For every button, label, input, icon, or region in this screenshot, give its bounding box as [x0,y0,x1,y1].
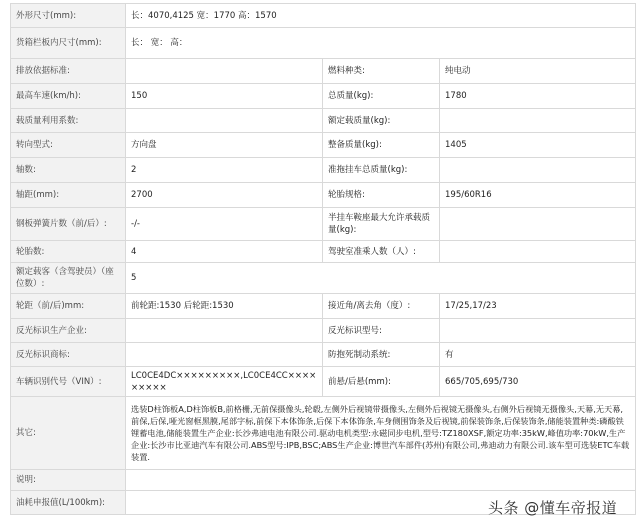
trailer-mass-label: 准拖挂车总质量(kg): [323,158,440,183]
cab-seats-label: 驾驶室准乘人数（人）: [323,241,440,263]
cargo-value: 长： 宽： 高： [126,28,636,59]
note-label: 说明: [11,470,126,491]
note-value [126,470,636,491]
emission-label: 排放依据标准: [11,59,126,84]
emission-value [126,59,323,84]
trailer-mass-value [440,158,636,183]
cab-seats-value [440,241,636,263]
wheelbase-label: 轴距(mm): [11,183,126,208]
dims-value: 长：4070,4125 宽：1770 高：1570 [126,4,636,28]
fuel-type-label: 燃料种类: [323,59,440,84]
angles-value: 17/25,17/23 [440,294,636,319]
vin-label: 车辆识别代号（VIN）: [11,367,126,397]
overhang-label: 前悬/后悬(mm): [323,367,440,397]
abs-label: 防抱死制动系统: [323,343,440,367]
reflect-maker-label: 反光标识生产企业: [11,319,126,343]
fuel-type-value: 纯电动 [440,59,636,84]
curb-mass-label: 整备质量(kg): [323,133,440,158]
reflect-maker-value [126,319,323,343]
fuel-label: 油耗申报值(L/100km): [11,491,126,515]
speed-value: 150 [126,84,323,109]
tires-value: 4 [126,241,323,263]
spec-table [10,3,636,515]
abs-value: 有 [440,343,636,367]
speed-label: 最高车速(km/h): [11,84,126,109]
load-coef-value [126,109,323,133]
vin-value: LC0CE4DC×××××××××,LC0CE4CC××××××××× [126,367,323,397]
other-label: 其它: [11,397,126,470]
track-value: 前轮距:1530 后轮距:1530 [126,294,323,319]
load-coef-label: 载质量利用系数: [11,109,126,133]
wheelbase-value: 2700 [126,183,323,208]
passengers-label: 额定载客（含驾驶员）（座位数）: [11,263,126,294]
gross-mass-value: 1780 [440,84,636,109]
reflect-model-value [440,319,636,343]
tires-label: 轮胎数: [11,241,126,263]
track-label: 轮距（前/后)mm: [11,294,126,319]
angles-label: 接近角/离去角（度）: [323,294,440,319]
tire-spec-label: 轮胎规格: [323,183,440,208]
curb-mass-value: 1405 [440,133,636,158]
other-value: 选装D柱饰板A,D柱饰板B,前格栅,无前保摄像头,轮毂,左侧外后视镜带摄像头,左侧外后视镜无摄像头,右侧外后视镜无摄像头,天幕,无天幕,前保,后保,哑光窗框黑膜,尾部字标,前保下本体饰条,后保下本体饰条,车身侧围饰条及后视镜,前保装饰条,后保装饰条,储能装置种类:磷酸铁锂蓄电池,储能装置生产企业:长沙弗迪电池有限公司.驱动电机类型:永磁同步电机,型号:TZ180XSF,额定功率:35kW,峰值功率:70kW,生产企业:长沙市比亚迪汽车有限公司.ABS型号:IPB,BSC;ABS生产企业:博世汽车部件(苏州)有限公司,弗迪动力有限公司.该车型可选装ETC车载装置. [126,397,636,470]
cargo-label: 货箱栏板内尺寸(mm): [11,28,126,59]
axles-label: 轴数: [11,158,126,183]
steering-label: 转向型式: [11,133,126,158]
reflect-brand-label: 反光标识商标: [11,343,126,367]
tire-spec-value: 195/60R16 [440,183,636,208]
dims-label: 外形尺寸(mm): [11,4,126,28]
saddle-load-label: 半挂车鞍座最大允许承载质量(kg): [323,208,440,241]
axles-value: 2 [126,158,323,183]
overhang-value: 665/705,695/730 [440,367,636,397]
passengers-value: 5 [126,263,636,294]
gross-mass-label: 总质量(kg): [323,84,440,109]
springs-value: -/- [126,208,323,241]
steering-value: 方向盘 [126,133,323,158]
rated-load-value [440,109,636,133]
reflect-brand-value [126,343,323,367]
reflect-model-label: 反光标识型号: [323,319,440,343]
watermark: 头条 @懂车帝报道 [488,499,618,517]
saddle-load-value [440,208,636,241]
rated-load-label: 额定载质量(kg): [323,109,440,133]
springs-label: 钢板弹簧片数（前/后）: [11,208,126,241]
